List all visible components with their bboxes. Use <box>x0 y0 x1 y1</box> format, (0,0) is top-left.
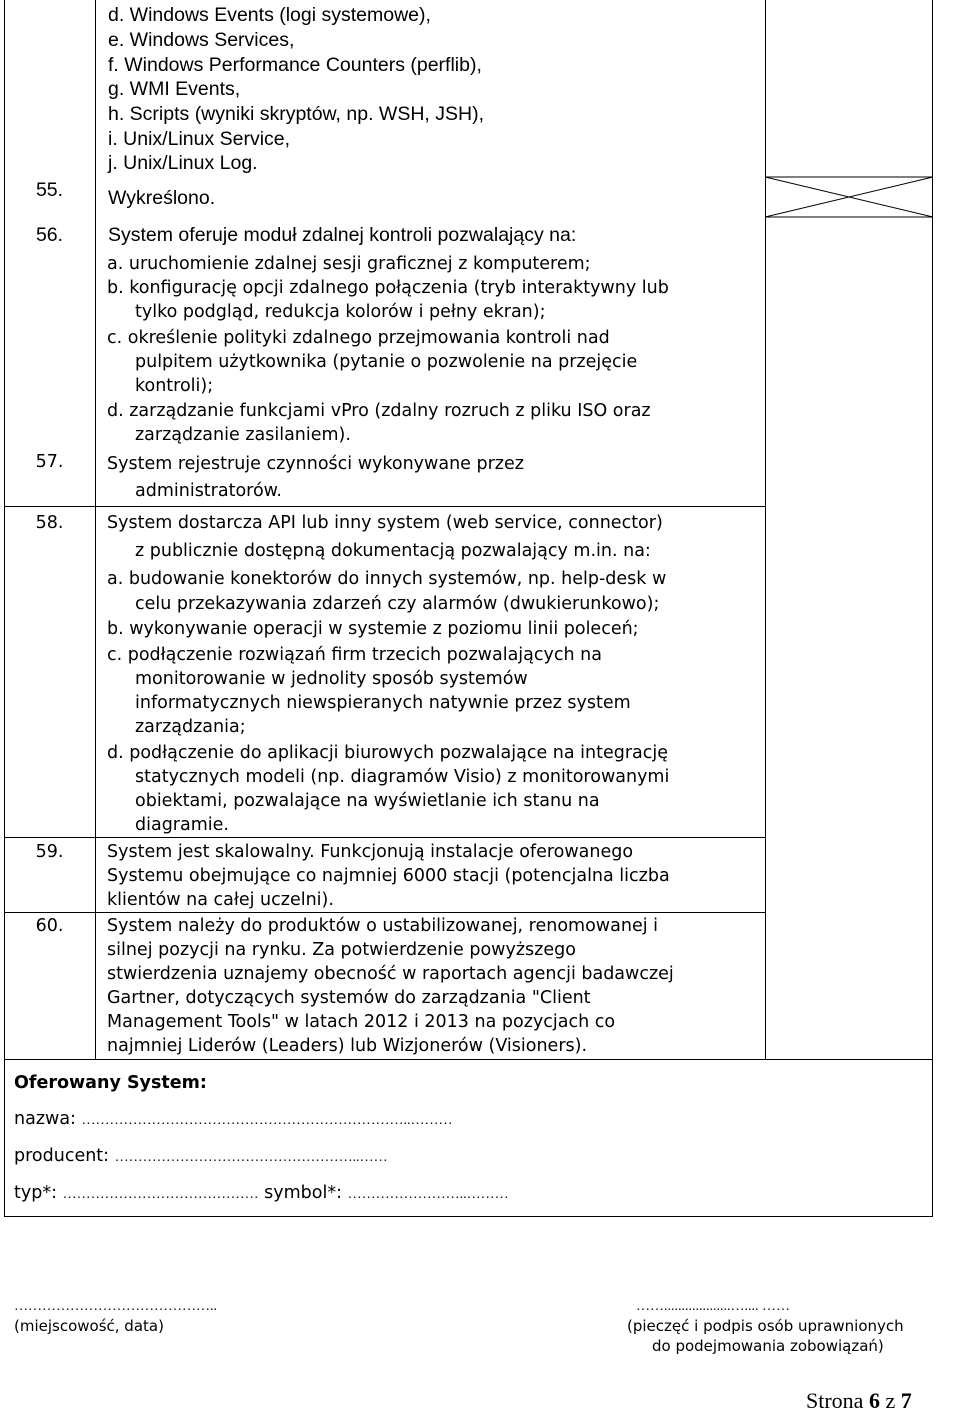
sub-item: c. określenie polityki zdalnego przejmowania kontroli nad <box>107 328 610 348</box>
page-number <box>806 1388 912 1414</box>
requirement-text: Gartner, dotyczących systemów do zarządzania "Client <box>107 988 591 1008</box>
requirement-text: najmniej Liderów (Leaders) lub Wizjonerów (Visioners). <box>107 1036 588 1056</box>
requirement-text: Management Tools" w latach 2012 i 2013 na pozycjach co <box>107 1012 616 1032</box>
current-page: 6 <box>868 1388 880 1413</box>
requirement-number: 55. <box>35 179 64 201</box>
sub-item: pulpitem użytkownika (pytanie o pozwolenie na przejęcie <box>135 352 638 372</box>
list-item: d. Windows Events (logi systemowe), <box>108 4 431 26</box>
symbol-label: symbol*: <box>264 1183 342 1203</box>
table-bottom-border <box>4 1216 933 1217</box>
requirement-text: System jest skalowalny. Funkcjonują instalacje oferowanego <box>107 842 634 862</box>
requirement-number: 57. <box>35 452 64 472</box>
sub-item: celu przekazywania zdarzeń czy alarmów (dwukierunkowo); <box>135 594 660 614</box>
requirement-text: z publicznie dostępną dokumentacją pozwalający m.in. na: <box>135 541 651 561</box>
row-divider-59 <box>4 837 766 838</box>
column-divider-1 <box>95 0 96 1059</box>
signature-label-line2: do podejmowania zobowiązań) <box>652 1337 884 1355</box>
sub-item: tylko podgląd, redukcja kolorów i pełny ekran); <box>135 302 546 322</box>
sub-item: monitorowanie w jednolity sposób systemów <box>135 669 528 689</box>
sub-item: d. podłączenie do aplikacji biurowych pozwalające na integrację <box>107 743 669 763</box>
place-date-label: (miejscowość, data) <box>14 1317 164 1335</box>
sub-item: a. budowanie konektorów do innych systemów, np. help-desk w <box>107 569 667 589</box>
signature-label-line1: (pieczęć i podpis osób uprawnionych <box>627 1317 904 1335</box>
name-value[interactable]: ……………………………………………………………..……… <box>81 1113 453 1128</box>
table-left-border <box>4 0 5 1217</box>
producer-field[interactable] <box>14 1144 388 1168</box>
list-item: f. Windows Performance Counters (perflib), <box>108 54 482 76</box>
requirement-text: stwierdzenia uznajemy obecność w raportach agencji badawczej <box>107 964 674 984</box>
requirement-text: System oferuje moduł zdalnej kontroli pozwalający na: <box>108 224 577 246</box>
sub-item: b. wykonywanie operacji w systemie z poziomu linii poleceń; <box>107 619 639 639</box>
sub-item: d. zarządzanie funkcjami vPro (zdalny rozruch z pliku ISO oraz <box>107 401 651 421</box>
list-item: e. Windows Services, <box>108 29 295 51</box>
requirement-text: System dostarcza API lub inny system (web service, connector) <box>107 513 663 533</box>
requirement-number: 60. <box>35 916 64 936</box>
list-item: j. Unix/Linux Log. <box>108 152 258 174</box>
requirement-number: 59. <box>35 842 64 862</box>
sub-item: kontroli); <box>135 376 214 396</box>
sub-item: informatycznych niewspieranych natywnie przez system <box>135 693 631 713</box>
crossed-out-cell <box>765 176 933 218</box>
sub-item: zarządzania; <box>135 717 246 737</box>
requirement-text: System należy do produktów o ustabilizowanej, renomowanej i <box>107 916 658 936</box>
sub-item: a. uruchomienie zdalnej sesji graficznej z komputerem; <box>107 254 591 274</box>
column-divider-2 <box>765 0 766 1059</box>
total-pages: 7 <box>900 1388 912 1413</box>
symbol-value[interactable]: ……………………..……… <box>347 1187 509 1202</box>
sub-item: statycznych modeli (np. diagramów Visio) z monitorowanymi <box>135 767 670 787</box>
sub-item: diagramie. <box>135 815 229 835</box>
sub-item: zarządzanie zasilaniem). <box>135 425 351 445</box>
list-item: g. WMI Events, <box>108 78 241 100</box>
list-item: i. Unix/Linux Service, <box>108 128 291 150</box>
requirement-text: administratorów. <box>135 481 282 501</box>
requirement-text: silnej pozycji na rynku. Za potwierdzenie powyższego <box>107 940 576 960</box>
producer-label: producent: <box>14 1146 110 1166</box>
signature-dots: ……...................….... …… <box>636 1299 790 1314</box>
offer-heading: Oferowany System: <box>14 1073 207 1093</box>
type-symbol-field[interactable] <box>14 1181 509 1205</box>
requirement-text: klientów na całej uczelni). <box>107 890 334 910</box>
row-divider-57 <box>4 506 766 507</box>
producer-value[interactable]: ……………………………………………..…… <box>114 1150 388 1165</box>
name-field[interactable] <box>14 1107 453 1131</box>
type-label: typ*: <box>14 1183 57 1203</box>
page-separator: z <box>885 1388 896 1413</box>
type-value[interactable]: …………………………………… <box>62 1187 259 1202</box>
sub-item: b. konfigurację opcji zdalnego połączenia (tryb interaktywny lub <box>107 278 669 298</box>
requirement-text: System rejestruje czynności wykonywane przez <box>107 454 524 474</box>
page-prefix: Strona <box>806 1388 864 1413</box>
name-label: nazwa: <box>14 1109 76 1129</box>
list-item: h. Scripts (wyniki skryptów, np. WSH, JSH), <box>108 103 484 125</box>
requirement-number: 56. <box>35 224 64 246</box>
requirement-text: Wykreślono. <box>108 187 216 209</box>
requirement-text: Systemu obejmujące co najmniej 6000 stacji (potencjalna liczba <box>107 866 670 886</box>
row-divider-offer <box>4 1059 933 1060</box>
requirement-number: 58. <box>35 513 64 533</box>
sub-item: c. podłączenie rozwiązań firm trzecich pozwalających na <box>107 645 602 665</box>
place-date-dots: …………………………………….. <box>14 1299 217 1314</box>
sub-item: obiektami, pozwalające na wyświetlanie ich stanu na <box>135 791 600 811</box>
